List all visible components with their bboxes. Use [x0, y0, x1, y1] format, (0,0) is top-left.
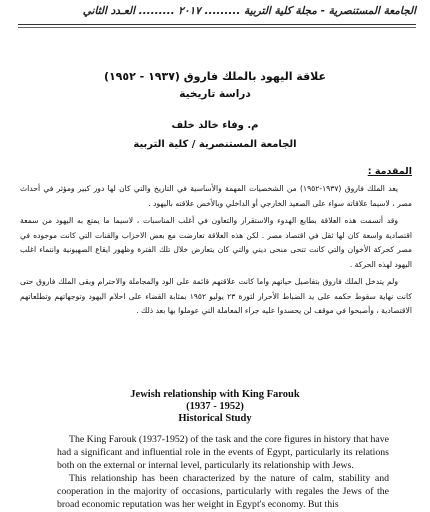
- english-title-block: [0, 389, 430, 425]
- arabic-title: علاقة اليهود بالملك فاروق (١٩٣٧ - ١٩٥٢): [103, 70, 327, 83]
- arabic-paragraph: ولم يتدخل الملك فاروق بتفاصيل حياتهم واما كانت علاقتهم قائمة على الود والمجاملة والاحترام وبقى الملك فاروق حتى كانت نهاية سقوط حكمه على يد الضباط الأحرار لثورة ٢٣ يوليو ١٩٥٢ بمثابة القضاء على احلام اليهود وتوجهاتهم وتطلعاتهم الاقتصادية ، وأصبحوا في موقف لن يحسدوا عليه جراء المعاملة التي عوملوا بها بعد ذلك .: [20, 277, 412, 315]
- arabic-affiliation: الجامعة المستنصرية / كلية التربية: [133, 139, 297, 150]
- header-rule: [18, 24, 416, 25]
- english-subtitle: Historical Study: [178, 413, 252, 424]
- arabic-paragraph: وقد أتسمت هذه العلاقة بطابع الهدوء والاستقرار والتعاون في أغلب المناسبات ، لاسيما ما يمتع به اليهود من سمعة اقتصادية واسعة كان لها ثقل في اقتصاد مصر . لكن هذه العلاقة تعارضت مع بعض الاحزاب والقنات التي كانت موجوده في مصر كحركة الأخوان والتي كانت تتحى منحى ديني والتي كان يتعارض خلال تلك الفترة وظهور ايقاع الصهيونية وانتماء اغلب اليهود لهذه الحركة .: [20, 216, 412, 269]
- english-paragraph: This relationship has been characterized by the nature of calm, stability and cooperation in the majority of occasions, particularly with regales the Jews of the broad economic reputation was her weight in Egypt's economy. But this: [57, 473, 389, 511]
- arabic-subtitle: دراسة تاريخية: [179, 88, 251, 100]
- arabic-author: م. وفاء خالد خلف: [171, 120, 259, 131]
- arabic-paragraph: يعد الملك فاروق (١٩٣٧-١٩٥٢) من الشخصيات المهمة والأساسية في التاريخ والتي كان لها دور كبير ومؤثر في أحداث مصر ، لاسيما علاقاته سواء على الصعيد الخارجي أو الداخلي وبالأخص علاقته باليهود .: [20, 184, 412, 208]
- arabic-intro-heading: المقدمة :: [367, 166, 412, 177]
- english-body: [57, 433, 389, 512]
- english-title: Jewish relationship with King Farouk: [130, 389, 300, 400]
- english-title-years: (1937 - 1952): [186, 401, 244, 412]
- journal-header-text: الجامعة المستنصرية - مجلة كلية التربية ......... ٢٠١٧ ......... العـدد الثاني: [82, 5, 416, 17]
- arabic-body: [20, 182, 412, 322]
- journal-header: [0, 0, 430, 26]
- header-rule-thin: [18, 27, 416, 28]
- english-paragraph: The King Farouk (1937-1952) of the task and the core figures in history that have had a significant and influential role in the events of Egypt, particularly its relations both on the external or internal level, particularly its relationship with Jews.: [57, 434, 389, 472]
